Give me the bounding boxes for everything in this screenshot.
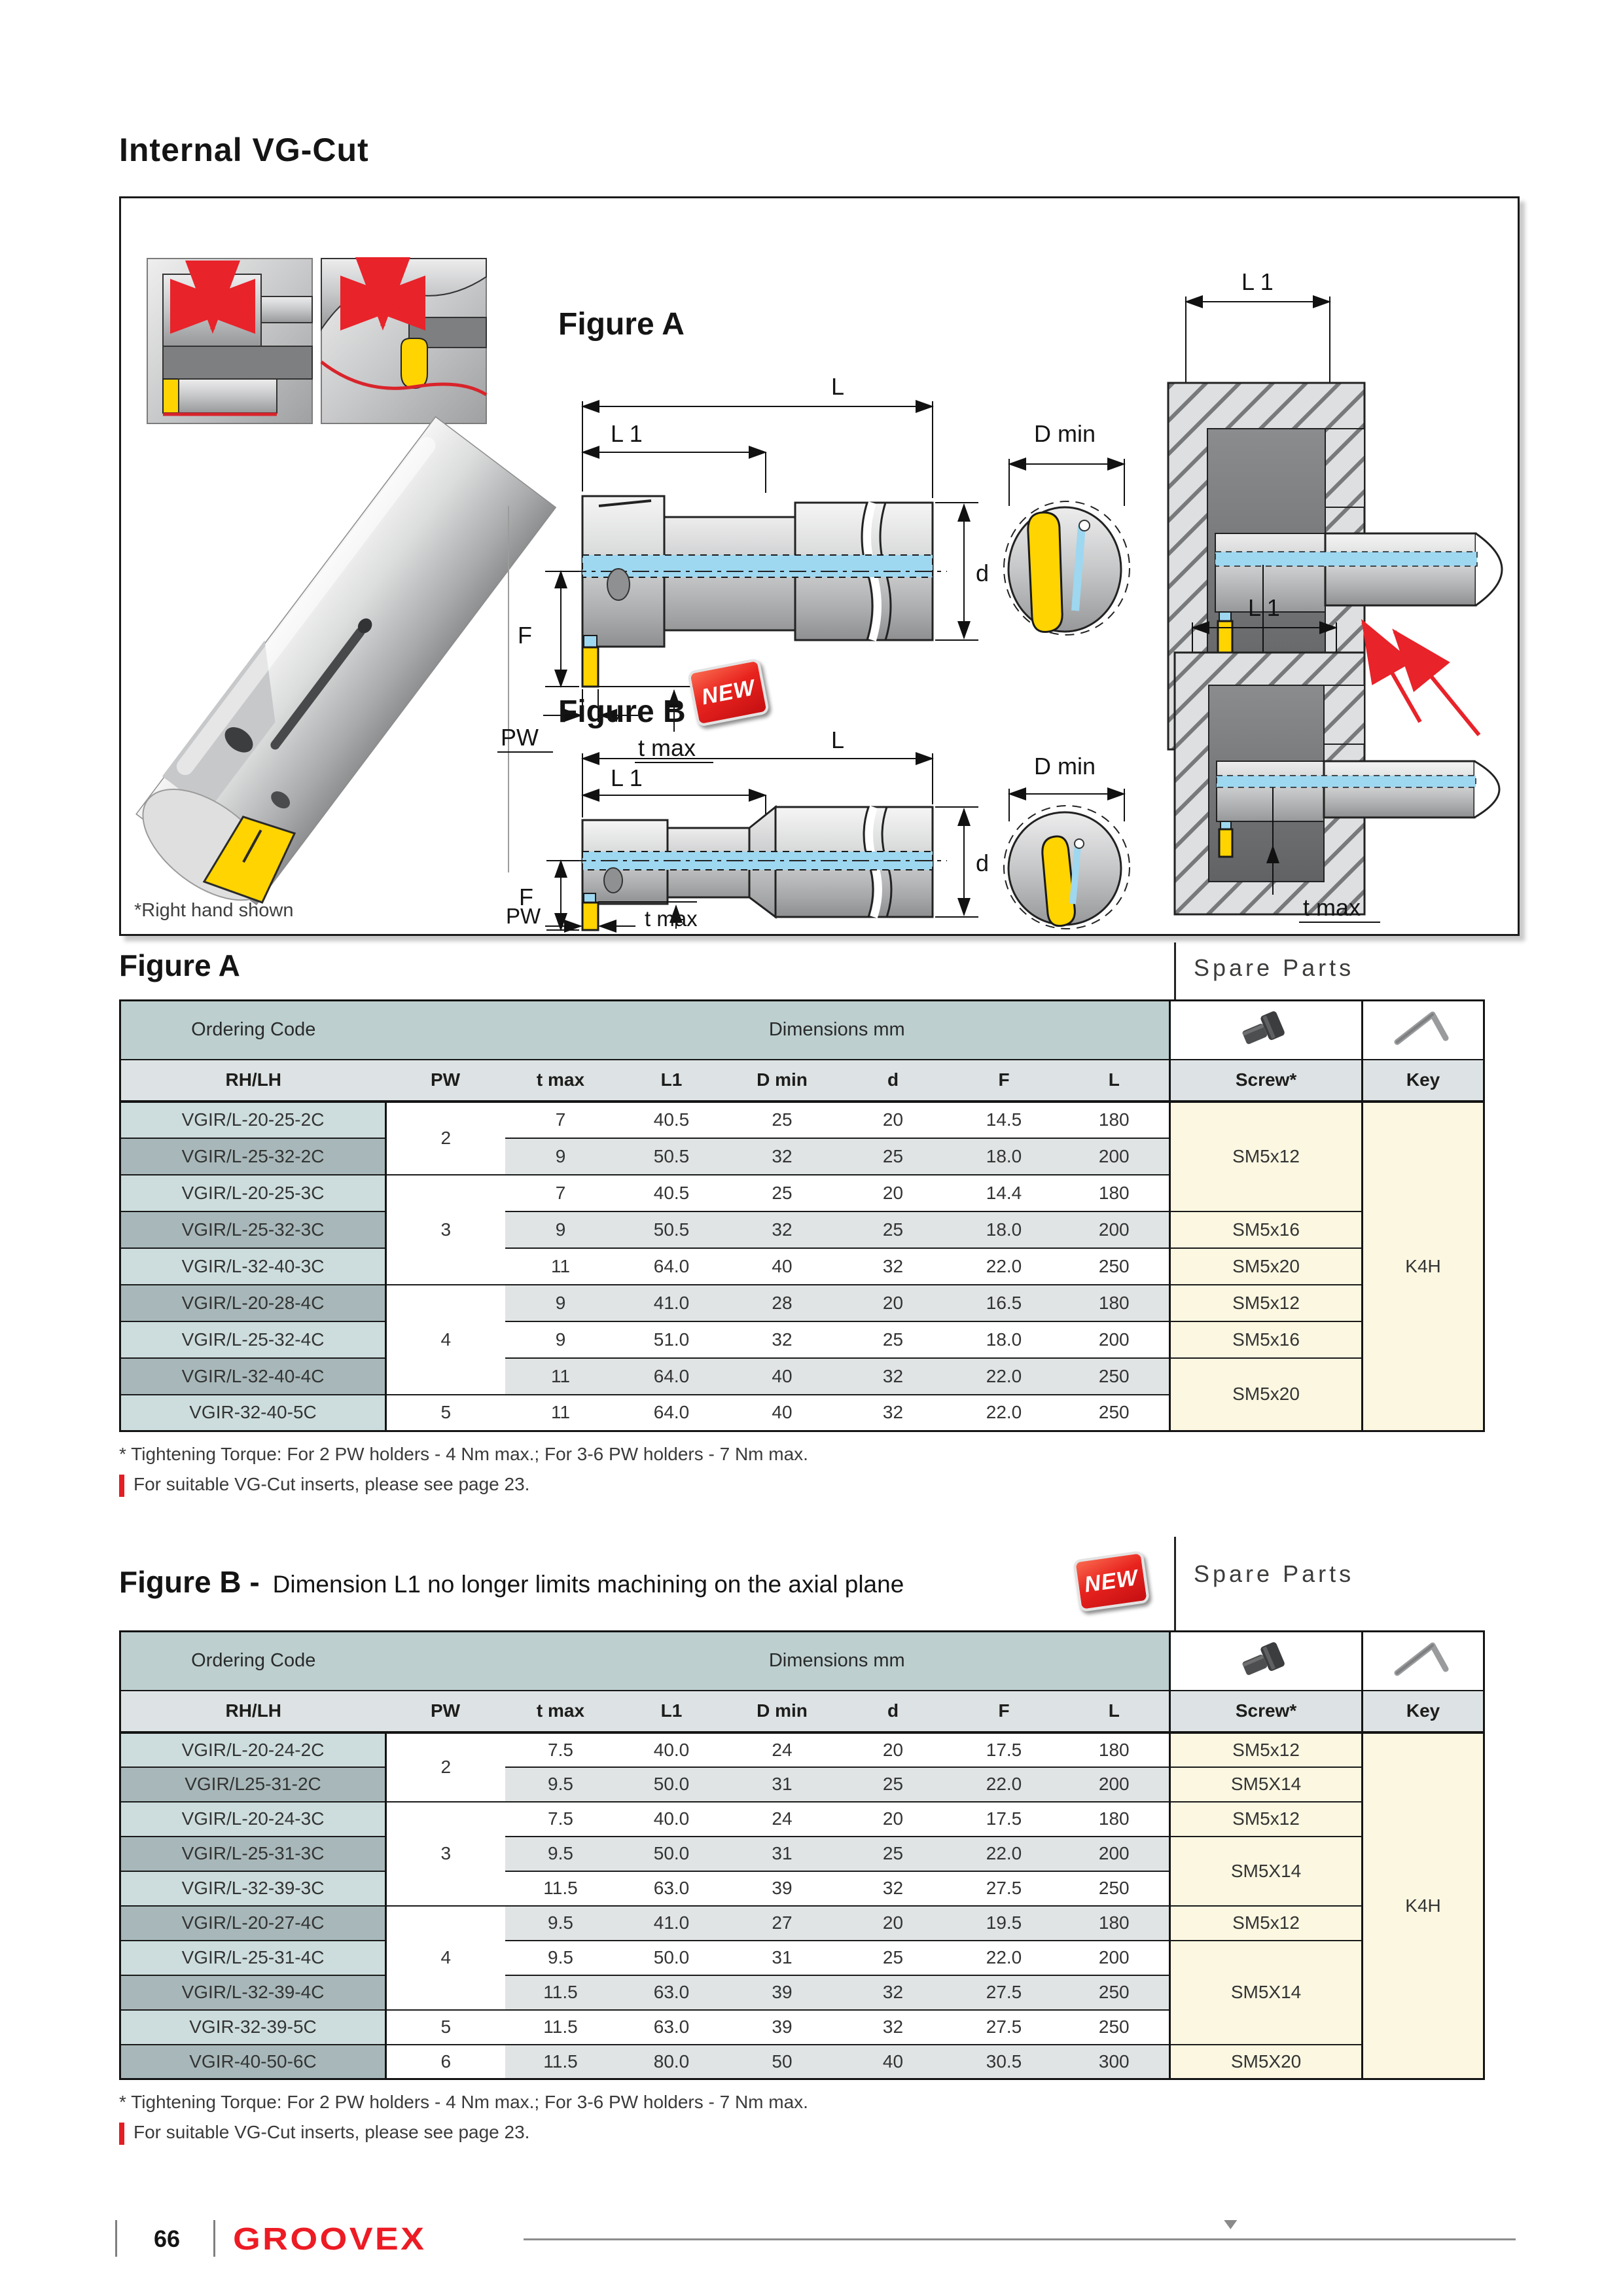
ordering-code-cell: VGIR/L-20-27-4C [120, 1906, 386, 1941]
dimension-cell: 40.5 [616, 1175, 727, 1211]
dimension-cell: 20 [838, 1175, 949, 1211]
dim-PW: PW [506, 904, 541, 928]
ordering-code-cell: VGIR/L-20-25-3C [120, 1175, 386, 1211]
pw-cell: 5 [386, 1395, 505, 1431]
inserts-footnote [119, 1474, 529, 1497]
inserts-footnote-text: For suitable VG-Cut inserts, please see page 23. [134, 1474, 530, 1494]
dimension-cell: 25 [838, 1941, 949, 1975]
table-band-row [120, 1001, 1484, 1060]
screw-cell: SM5X14 [1170, 1767, 1363, 1802]
dimension-cell: 11.5 [505, 1871, 616, 1906]
dimension-cell: 250 [1060, 1871, 1170, 1906]
dimension-cell: 63.0 [616, 1975, 727, 2010]
table-row [120, 2045, 1484, 2079]
dimension-cell: 20 [838, 1732, 949, 1767]
dim-tmax: t max [1303, 894, 1361, 921]
dimension-cell: 25 [838, 1837, 949, 1871]
dimension-cell: 41.0 [616, 1285, 727, 1321]
figure-a-label: Figure A [558, 307, 685, 342]
dimension-cell: 180 [1060, 1175, 1170, 1211]
dim-F: F [519, 884, 533, 910]
dimension-cell: 51.0 [616, 1321, 727, 1358]
dimension-cell: 20 [838, 1906, 949, 1941]
dimension-cell: 11.5 [505, 1975, 616, 2010]
dimension-cell: 200 [1060, 1138, 1170, 1175]
dimension-cell: 30.5 [949, 2045, 1060, 2079]
dimension-cell: 22.0 [949, 1767, 1060, 1802]
dimension-cell: 50 [727, 2045, 838, 2079]
table-band-row [120, 1632, 1484, 1691]
hex-key-icon-cell [1363, 1001, 1484, 1060]
dimension-cell: 50.0 [616, 1837, 727, 1871]
screw-cell: SM5x12 [1170, 1102, 1363, 1211]
ordering-code-cell: VGIR/L-32-39-4C [120, 1975, 386, 2010]
screw-cell: SM5x16 [1170, 1321, 1363, 1358]
band-spacer [386, 1632, 505, 1691]
dimension-cell: 20 [838, 1285, 949, 1321]
pw-cell: 3 [386, 1175, 505, 1285]
dimension-cell: 180 [1060, 1906, 1170, 1941]
dimension-cell: 22.0 [949, 1395, 1060, 1431]
ordering-code-cell: VGIR/L25-31-2C [120, 1767, 386, 1802]
dimension-cell: 32 [838, 1248, 949, 1285]
ordering-code-cell: VGIR/L-32-40-4C [120, 1358, 386, 1395]
band-spacer [386, 1001, 505, 1060]
technical-diagram [121, 198, 1518, 933]
screw-cell: SM5x12 [1170, 1906, 1363, 1941]
col-f: F [949, 1060, 1060, 1102]
dimension-cell: 32 [838, 1871, 949, 1906]
dimension-cell: 40.5 [616, 1102, 727, 1138]
torque-footnote: * Tightening Torque: For 2 PW holders - 4 Nm max.; For 3-6 PW holders - 7 Nm max. [119, 1444, 808, 1464]
dimension-cell: 11 [505, 1358, 616, 1395]
dimension-cell: 32 [727, 1211, 838, 1248]
hex-key-icon [1392, 1007, 1455, 1049]
col-l: L [1060, 1691, 1170, 1732]
dimension-cell: 25 [838, 1211, 949, 1248]
new-badge [1073, 1551, 1150, 1612]
ordering-code-cell: VGIR/L-32-40-3C [120, 1248, 386, 1285]
dim-d: d [976, 560, 990, 586]
dimension-cell: 16.5 [949, 1285, 1060, 1321]
dimension-cell: 11.5 [505, 2010, 616, 2045]
dmin-view [1004, 753, 1130, 929]
dimension-cell: 80.0 [616, 2045, 727, 2079]
ordering-code-cell: VGIR/L-20-24-3C [120, 1802, 386, 1837]
dim-tmax: t max [645, 906, 698, 931]
dimension-cell: 180 [1060, 1732, 1170, 1767]
inserts-footnote-text: For suitable VG-Cut inserts, please see page 23. [134, 2122, 530, 2142]
dimension-cell: 39 [727, 2010, 838, 2045]
dimension-cell: 32 [727, 1321, 838, 1358]
dimension-cell: 7.5 [505, 1802, 616, 1837]
hex-key-icon-cell [1363, 1632, 1484, 1691]
dimension-cell: 40.0 [616, 1802, 727, 1837]
footer-rule [524, 2238, 1516, 2240]
header-divider [1174, 942, 1176, 999]
dimension-cell: 40 [838, 2045, 949, 2079]
screw-icon-cell [1170, 1001, 1363, 1060]
dimension-cell: 9 [505, 1211, 616, 1248]
ordering-code-cell: VGIR/L-25-32-2C [120, 1138, 386, 1175]
table-row [120, 1285, 1484, 1321]
dim-tmax: t max [638, 734, 696, 761]
dimension-cell: 31 [727, 1941, 838, 1975]
screw-cell: SM5X14 [1170, 1941, 1363, 2045]
dim-L1: L 1 [611, 764, 643, 791]
pw-cell: 4 [386, 1906, 505, 2010]
logo-triangle-icon [1224, 2220, 1237, 2229]
dimension-cell: 180 [1060, 1102, 1170, 1138]
insert [582, 647, 598, 687]
dimension-cell: 27.5 [949, 1871, 1060, 1906]
table-row [120, 1248, 1484, 1285]
pw-cell: 2 [386, 1732, 505, 1802]
dimension-cell: 7 [505, 1102, 616, 1138]
dimension-cell: 24 [727, 1732, 838, 1767]
dimension-cell: 200 [1060, 1321, 1170, 1358]
dimensions-header: Dimensions mm [505, 1632, 1170, 1691]
ordering-code-cell: VGIR-40-50-6C [120, 2045, 386, 2079]
col-d: d [838, 1060, 949, 1102]
hex-key-icon [1392, 1638, 1455, 1679]
dimension-cell: 25 [727, 1175, 838, 1211]
dimension-cell: 27.5 [949, 1975, 1060, 2010]
pw-cell: 4 [386, 1285, 505, 1395]
dimension-cell: 32 [838, 2010, 949, 2045]
screw-cell: SM5x16 [1170, 1211, 1363, 1248]
table-row [120, 1767, 1484, 1802]
dimension-cell: 27 [727, 1906, 838, 1941]
screw-icon-cell [1170, 1632, 1363, 1691]
figure-b-table [119, 1630, 1485, 2080]
header-divider [1174, 1537, 1176, 1630]
col-pw: PW [386, 1060, 505, 1102]
dimension-cell: 300 [1060, 2045, 1170, 2079]
dimension-cell: 40.0 [616, 1732, 727, 1767]
col-dmin: D min [727, 1691, 838, 1732]
right-hand-note: *Right hand shown [134, 900, 294, 921]
dimension-cell: 39 [727, 1975, 838, 2010]
screw-cell: SM5x12 [1170, 1732, 1363, 1767]
dimension-cell: 9 [505, 1321, 616, 1358]
section-b-subtitle: Dimension L1 no longer limits machining on the axial plane [272, 1571, 904, 1598]
col-l: L [1060, 1060, 1170, 1102]
table-row [120, 1211, 1484, 1248]
ordering-code-header: Ordering Code [120, 1632, 386, 1691]
dimension-cell: 64.0 [616, 1248, 727, 1285]
red-bar [119, 2123, 124, 2145]
red-bar [119, 1475, 124, 1497]
screw-cell: SM5X14 [1170, 1837, 1363, 1906]
dimension-cell: 9.5 [505, 1767, 616, 1802]
ordering-code-cell: VGIR/L-20-24-2C [120, 1732, 386, 1767]
ordering-code-cell: VGIR/L-20-28-4C [120, 1285, 386, 1321]
dimension-cell: 22.0 [949, 1248, 1060, 1285]
dimension-cell: 32 [838, 1975, 949, 2010]
torque-footnote: * Tightening Torque: For 2 PW holders - 4 Nm max.; For 3-6 PW holders - 7 Nm max. [119, 2092, 808, 2112]
screw-icon [1237, 1006, 1296, 1049]
dimension-cell: 7.5 [505, 1732, 616, 1767]
page-number: 66 [153, 2225, 181, 2252]
pw-cell: 2 [386, 1102, 505, 1175]
dimension-cell: 180 [1060, 1285, 1170, 1321]
dim-Dmin: D min [1034, 420, 1096, 447]
inset-face-grooving [147, 259, 312, 423]
dimension-cell: 9 [505, 1285, 616, 1321]
dimension-cell: 200 [1060, 1837, 1170, 1871]
figure-a-table-body [120, 1102, 1484, 1431]
dimension-cell: 32 [838, 1358, 949, 1395]
dimension-cell: 14.5 [949, 1102, 1060, 1138]
dim-d: d [976, 850, 990, 876]
dimension-cell: 20 [838, 1802, 949, 1837]
dimension-cell: 25 [838, 1767, 949, 1802]
col-tmax: t max [505, 1691, 616, 1732]
dimension-cell: 64.0 [616, 1395, 727, 1431]
brand-logo-text: GROOVEX [233, 2222, 427, 2257]
ordering-code-cell: VGIR/L-25-32-4C [120, 1321, 386, 1358]
dim-L: L [831, 726, 845, 753]
dimension-cell: 250 [1060, 2010, 1170, 2045]
dim-L1: L 1 [611, 420, 643, 447]
dimension-cell: 25 [838, 1138, 949, 1175]
dimension-cell: 19.5 [949, 1906, 1060, 1941]
new-badge-label: NEW [1082, 1564, 1140, 1598]
col-l1: L1 [616, 1691, 727, 1732]
figure-a-table [119, 999, 1485, 1432]
dimension-cell: 9.5 [505, 1941, 616, 1975]
dimension-cell: 14.4 [949, 1175, 1060, 1211]
dim-PW: PW [501, 724, 539, 751]
pw-cell: 5 [386, 2010, 505, 2045]
ordering-code-header: Ordering Code [120, 1001, 386, 1060]
dimension-cell: 40 [727, 1358, 838, 1395]
dimension-cell: 31 [727, 1767, 838, 1802]
dimension-cell: 32 [727, 1138, 838, 1175]
col-rhlh: RH/LH [120, 1691, 386, 1732]
dimension-cell: 50.0 [616, 1767, 727, 1802]
dimension-cell: 31 [727, 1837, 838, 1871]
dimension-cell: 50.5 [616, 1138, 727, 1175]
screw-icon [1237, 1637, 1296, 1680]
dimension-cell: 25 [838, 1321, 949, 1358]
col-l1: L1 [616, 1060, 727, 1102]
dimension-cell: 18.0 [949, 1321, 1060, 1358]
dimension-cell: 18.0 [949, 1211, 1060, 1248]
dimension-cell: 17.5 [949, 1802, 1060, 1837]
section-b-header [119, 1564, 1061, 1600]
ordering-code-cell: VGIR/L-25-32-3C [120, 1211, 386, 1248]
col-screw: Screw* [1170, 1060, 1363, 1102]
col-rhlh: RH/LH [120, 1060, 386, 1102]
dimension-cell: 250 [1060, 1248, 1170, 1285]
dimension-cell: 250 [1060, 1975, 1170, 2010]
section-b-title: Figure B - [119, 1565, 260, 1599]
ordering-code-cell: VGIR-32-40-5C [120, 1395, 386, 1431]
col-d: d [838, 1691, 949, 1732]
col-dmin: D min [727, 1060, 838, 1102]
ordering-code-cell: VGIR/L-25-31-3C [120, 1837, 386, 1871]
dimension-cell: 41.0 [616, 1906, 727, 1941]
new-badge-label: NEW [699, 675, 757, 710]
dimension-cell: 9.5 [505, 1906, 616, 1941]
col-key: Key [1363, 1060, 1484, 1102]
dimension-cell: 200 [1060, 1941, 1170, 1975]
screw-cell: SM5x12 [1170, 1802, 1363, 1837]
table-subheader-row [120, 1060, 1484, 1102]
insert [582, 903, 598, 930]
dimension-cell: 40 [727, 1248, 838, 1285]
screw-cell: SM5x20 [1170, 1358, 1363, 1431]
pw-cell: 6 [386, 2045, 505, 2079]
dimension-cell: 11 [505, 1395, 616, 1431]
dimension-cell: 63.0 [616, 1871, 727, 1906]
dimension-cell: 180 [1060, 1802, 1170, 1837]
col-key: Key [1363, 1691, 1484, 1732]
col-pw: PW [386, 1691, 505, 1732]
table-row [120, 1732, 1484, 1767]
key-cell: K4H [1363, 1102, 1484, 1431]
figure-illustration-box [119, 196, 1520, 936]
dimension-cell: 28 [727, 1285, 838, 1321]
dimension-cell: 40 [727, 1395, 838, 1431]
section-a-title: Figure A [119, 948, 240, 982]
dimension-cell: 18.0 [949, 1138, 1060, 1175]
ordering-code-cell: VGIR-32-39-5C [120, 2010, 386, 2045]
dim-Dmin: D min [1034, 753, 1096, 780]
table-row [120, 1802, 1484, 1837]
dimension-cell: 24 [727, 1802, 838, 1837]
table-row [120, 1358, 1484, 1395]
col-f: F [949, 1691, 1060, 1732]
dimension-cell: 9.5 [505, 1837, 616, 1871]
dimension-cell: 25 [727, 1102, 838, 1138]
ordering-code-cell: VGIR/L-20-25-2C [120, 1102, 386, 1138]
dimension-cell: 22.0 [949, 1941, 1060, 1975]
dimension-cell: 32 [838, 1395, 949, 1431]
dimension-cell: 7 [505, 1175, 616, 1211]
dimension-cell: 50.5 [616, 1211, 727, 1248]
dim-L: L [831, 373, 845, 400]
dimension-cell: 64.0 [616, 1358, 727, 1395]
inserts-footnote [119, 2122, 529, 2145]
ordering-code-cell: VGIR/L-25-31-4C [120, 1941, 386, 1975]
spare-parts-label: Spare Parts [1194, 954, 1355, 981]
ordering-code-cell: VGIR/L-32-39-3C [120, 1871, 386, 1906]
page-title: Internal VG-Cut [119, 132, 369, 168]
screw-cell: SM5x12 [1170, 1285, 1363, 1321]
dimension-cell: 11 [505, 1248, 616, 1285]
col-tmax: t max [505, 1060, 616, 1102]
inset-profile-grooving [321, 259, 486, 423]
col-screw: Screw* [1170, 1691, 1363, 1732]
dimension-cell: 250 [1060, 1358, 1170, 1395]
dimension-cell: 20 [838, 1102, 949, 1138]
dimension-cell: 50.0 [616, 1941, 727, 1975]
coolant-channel [582, 555, 933, 577]
dimensions-header: Dimensions mm [505, 1001, 1170, 1060]
screw-cell: SM5x20 [1170, 1248, 1363, 1285]
dimension-cell: 22.0 [949, 1837, 1060, 1871]
dimension-cell: 22.0 [949, 1358, 1060, 1395]
dimension-cell: 250 [1060, 1395, 1170, 1431]
dmin-view [1004, 420, 1130, 635]
footer-bar [213, 2220, 215, 2257]
key-cell: K4H [1363, 1732, 1484, 2079]
dim-F: F [518, 622, 532, 649]
dim-L1: L 1 [1241, 268, 1274, 295]
table-row [120, 1102, 1484, 1138]
table-row [120, 1906, 1484, 1941]
dimension-cell: 17.5 [949, 1732, 1060, 1767]
tool-photo [121, 416, 558, 924]
dim-L1: L 1 [1248, 594, 1280, 621]
dimension-cell: 9 [505, 1138, 616, 1175]
dimension-cell: 63.0 [616, 2010, 727, 2045]
dimension-cell: 27.5 [949, 2010, 1060, 2045]
figure-b-table-body [120, 1732, 1484, 2079]
table-row [120, 1837, 1484, 1871]
pw-cell: 3 [386, 1802, 505, 1906]
dimension-cell: 39 [727, 1871, 838, 1906]
figure-b-label: Figure B [558, 694, 686, 729]
dimension-cell: 200 [1060, 1767, 1170, 1802]
dimension-cell: 11.5 [505, 2045, 616, 2079]
dimension-cell: 200 [1060, 1211, 1170, 1248]
spare-parts-label: Spare Parts [1194, 1560, 1355, 1587]
screw-cell: SM5X20 [1170, 2045, 1363, 2079]
footer-bar [115, 2220, 117, 2257]
table-row [120, 1321, 1484, 1358]
table-subheader-row [120, 1691, 1484, 1732]
table-row [120, 1941, 1484, 1975]
